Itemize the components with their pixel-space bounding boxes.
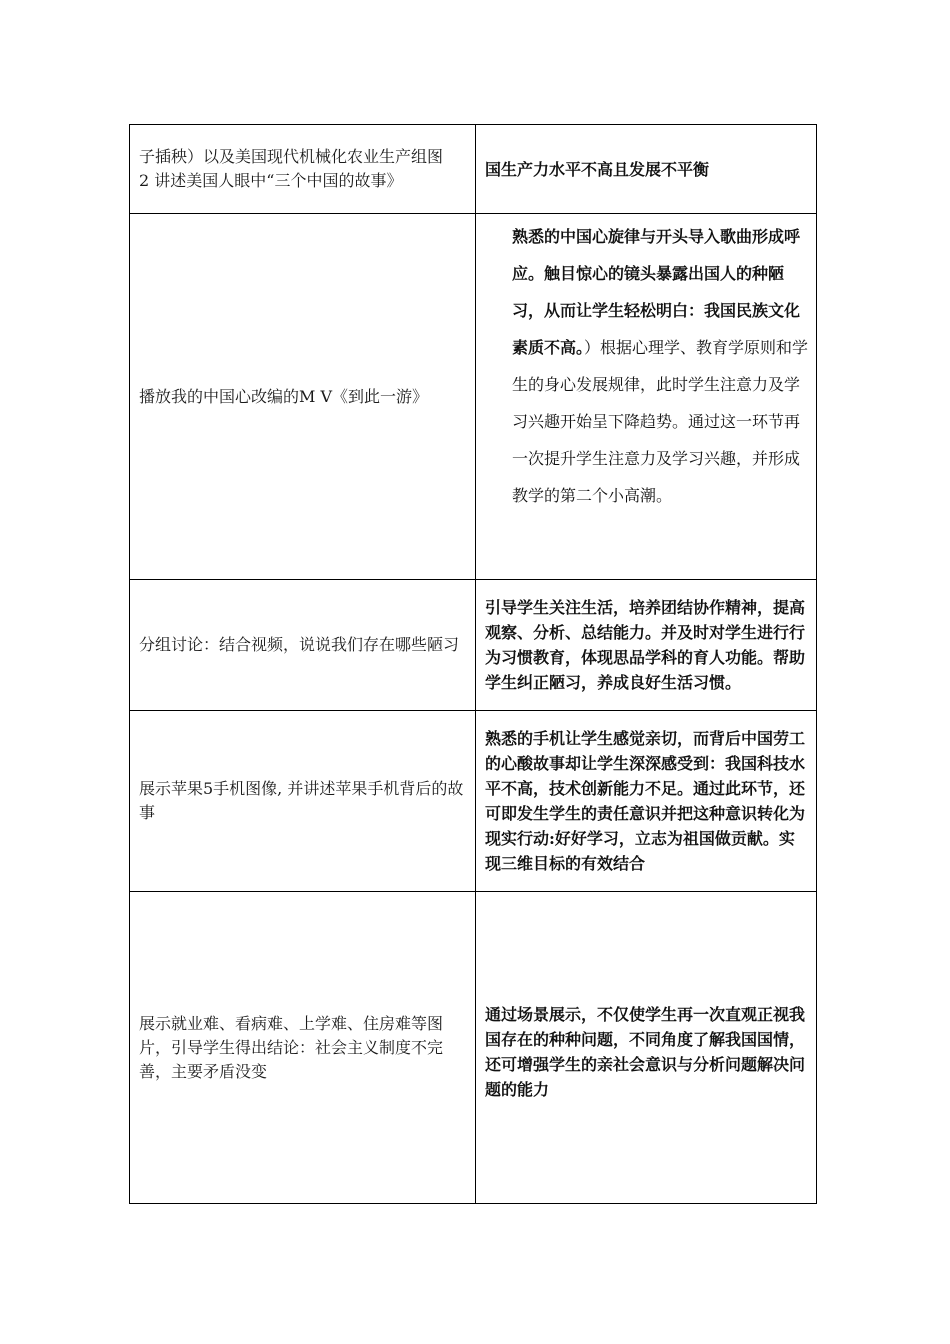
activity-text: 展示就业难、看病难、上学难、住房难等图片，引导学生得出结论：社会主义制度不完善，主要矛盾没变 [139,1013,444,1081]
activity-text: 2 讲述美国人眼中“三个中国的故事》 [139,171,403,190]
activity-text: 子插秧）以及美国现代机械化农业生产组图 [139,147,444,166]
activity-text: 分组讨论：结合视频，说说我们存在哪些陋习 [139,635,460,654]
activity-cell [130,125,476,214]
intent-text-normal: ）根据心理学、教育学原则和学生的身心发展规律，此时学生注意力及学习兴趣开始呈下降趋势。通过这一环节再一次提升学生注意力及学习兴趣，并形成教学的第二个小高潮。 [512,338,809,505]
intent-cell [476,711,817,892]
activity-cell [130,892,476,1204]
intent-text-bold: 熟悉的中国心旋律与开头导入歌曲形成呼应。触目惊心的镜头暴露出国人的种陋习，从而让学生轻松明白：我国民族文化素质不高。 [512,227,801,357]
intent-cell [476,125,817,214]
intent-text: 国生产力水平不高且发展不平衡 [485,159,710,179]
intent-text: 引导学生关注生活，培养团结协作精神，提高观察、分析、总结能力。并及时对学生进行行为习惯教育，体现思品学科的育人功能。帮助学生纠正陋习，养成良好生活习惯。 [485,598,806,692]
activity-text: 展示苹果5手机图像, 并讲述苹果手机背后的故事 [139,779,464,822]
intent-text: 熟悉的手机让学生感觉亲切，而背后中国劳工的心酸故事却让学生深深感受到：我国科技水平不高，技术创新能力不足。通过此环节，还可即发生学生的责任意识并把这种意识转化为现实行动:好好学习，立志为祖国做贡献。实现三维目标的有效结合 [485,729,806,873]
table-row [130,125,817,214]
activity-text: 播放我的中国心改编的M V《到此一游》 [139,386,429,406]
table-row [130,580,817,711]
table-row [130,892,817,1204]
intent-cell [476,214,817,580]
intent-cell [476,580,817,711]
table-row [130,711,817,892]
table-row [130,214,817,580]
intent-cell [476,892,817,1204]
activity-cell [130,711,476,892]
activity-cell [130,580,476,711]
intent-text: 通过场景展示，不仅使学生再一次直观正视我国存在的种种问题，不同角度了解我国国情，还可增强学生的亲社会意识与分析问题解决问题的能力 [485,1004,806,1099]
lesson-plan-table [129,124,817,1204]
activity-cell [130,214,476,580]
